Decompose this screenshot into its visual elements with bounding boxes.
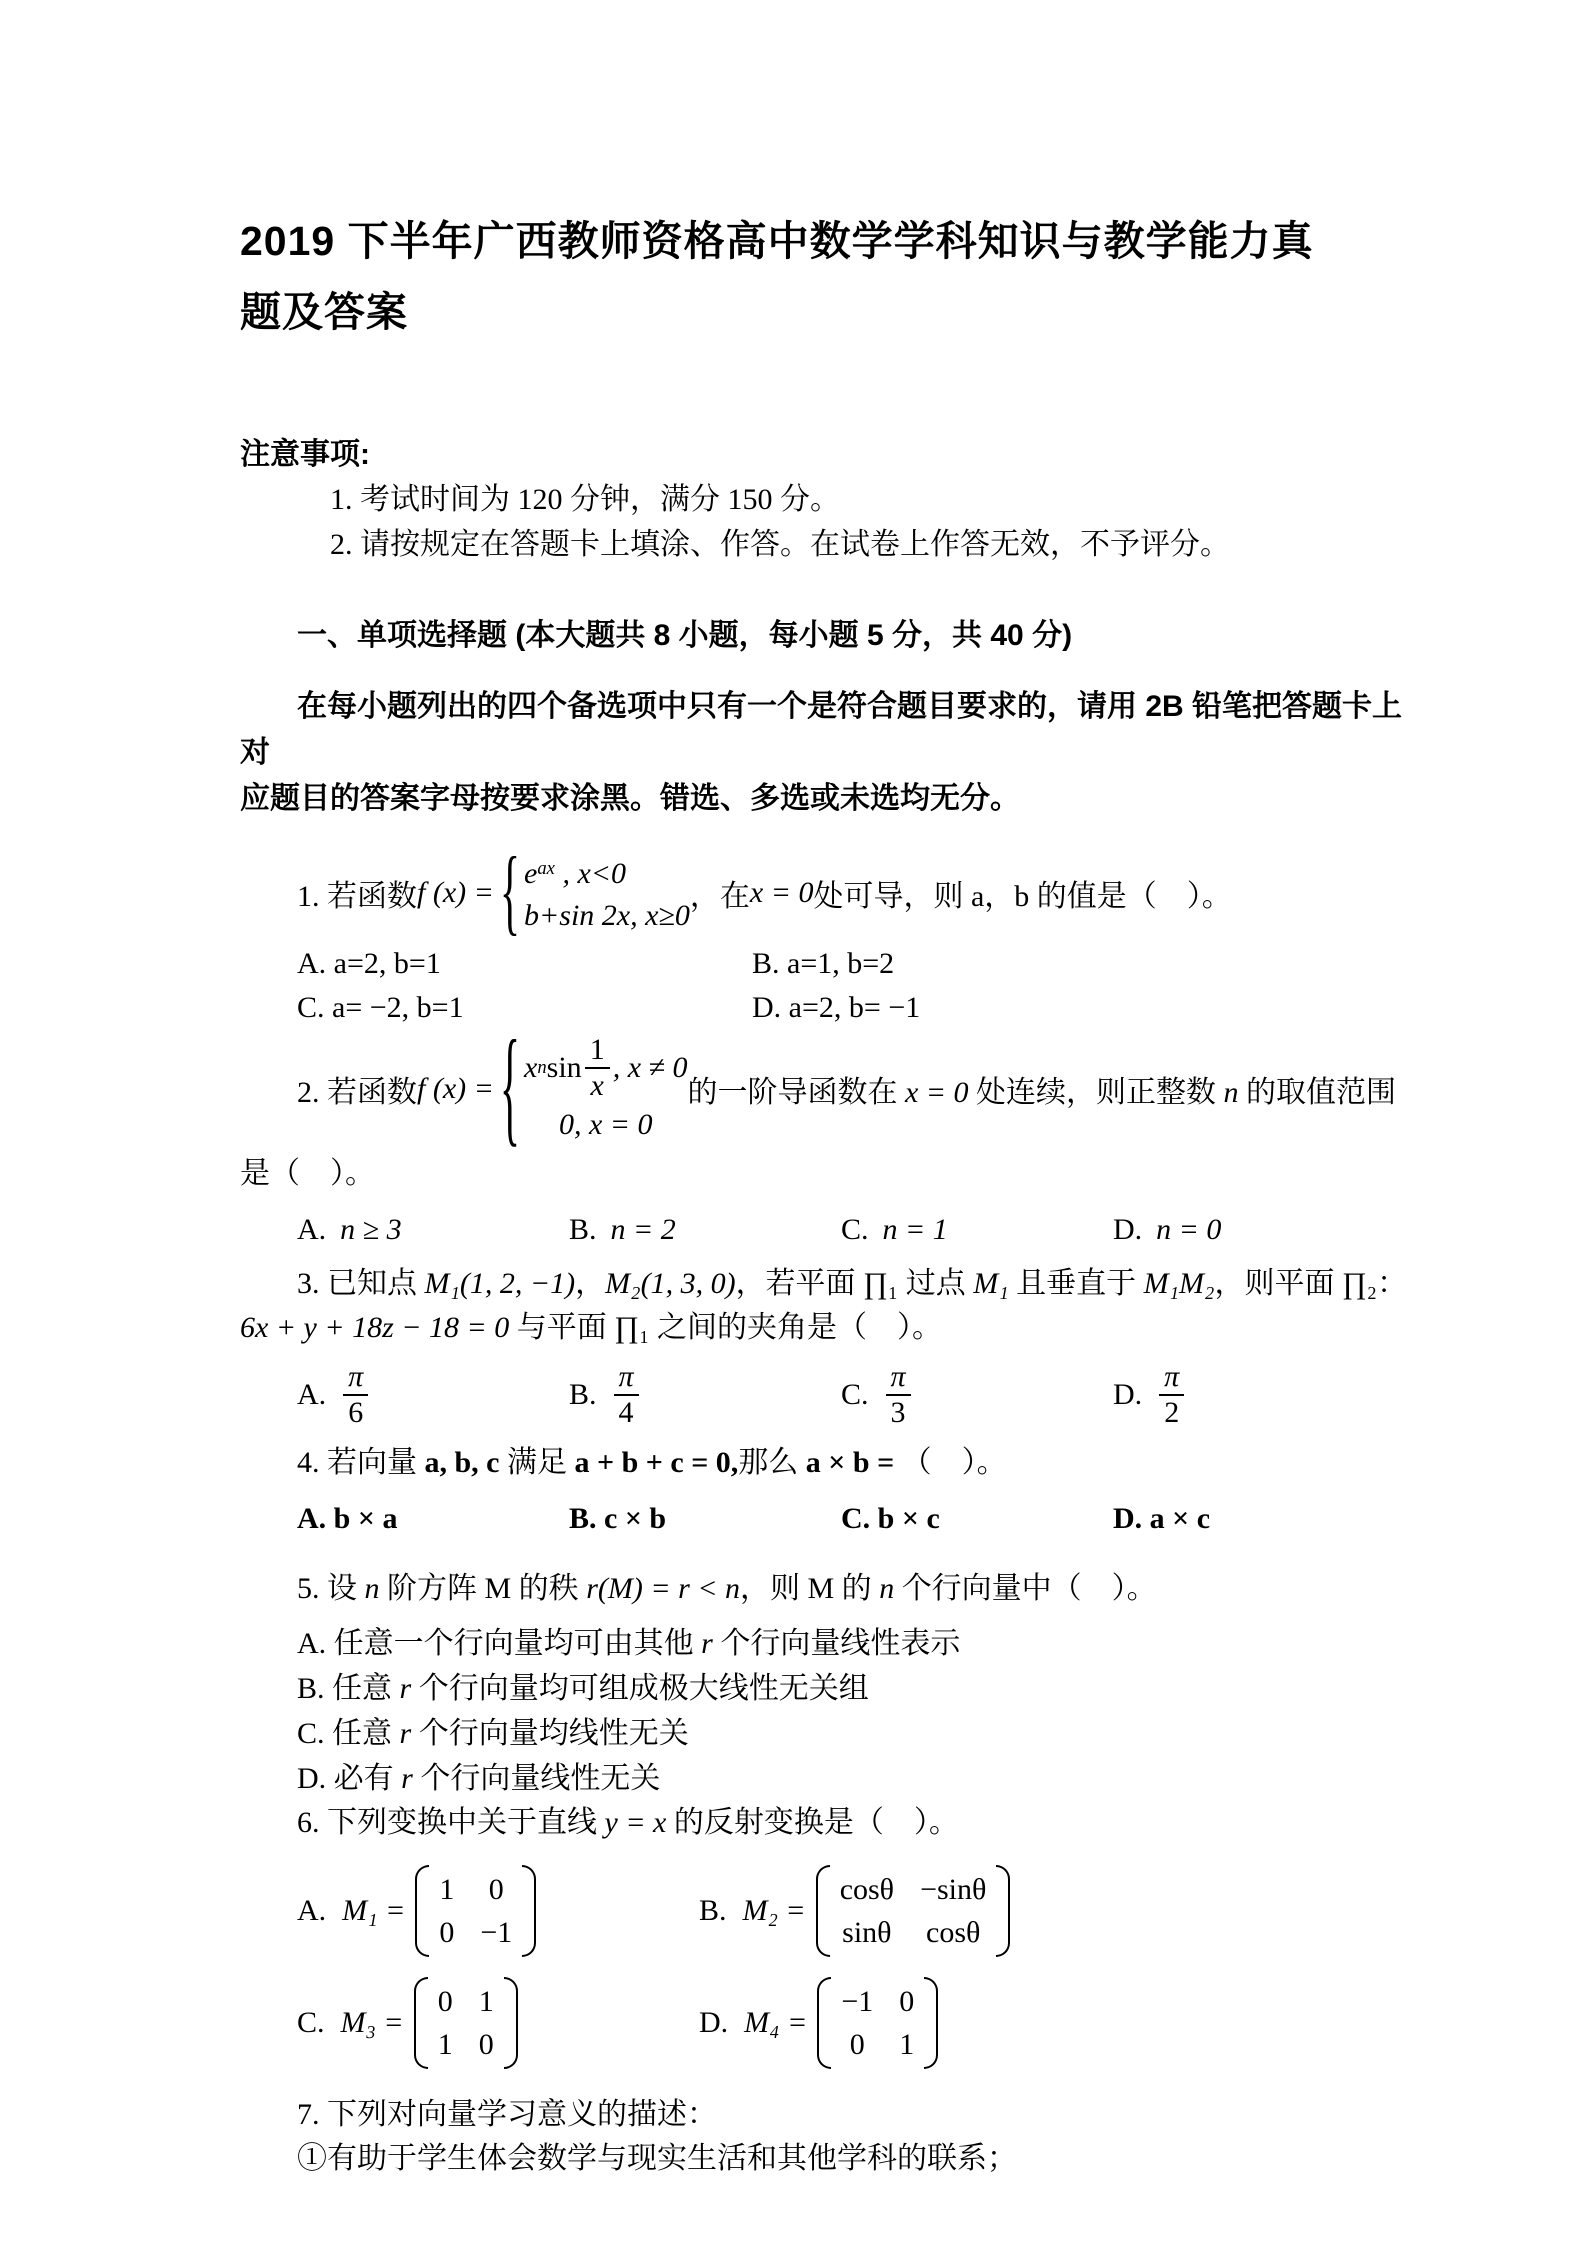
matrix-cells	[428, 1977, 504, 2069]
q5-var-n: n	[879, 1572, 895, 1606]
matrix-cell: sinθ	[842, 1916, 892, 1950]
option-value: n ≥ 3	[340, 1213, 402, 1247]
option-text: 个行向量线性表示	[712, 1627, 961, 1661]
q3-option-d	[1113, 1360, 1426, 1429]
q3-text: ：	[1377, 1267, 1408, 1301]
q4-text: （ ）。	[901, 1446, 1007, 1480]
matrix-cell: 1	[478, 1985, 494, 2019]
matrix-cell: cosθ	[926, 1916, 981, 1950]
q3-point-m1: M₁(1, 2, −1)	[424, 1267, 576, 1301]
q2-case1-sin: sin	[546, 1050, 582, 1084]
q5-rank-expression: r(M) = r < n	[586, 1572, 740, 1606]
matrix-cell: cosθ	[839, 1873, 895, 1907]
question-7-stem: 7. 下列对向量学习意义的描述：	[297, 2098, 717, 2132]
matrix-left-paren	[817, 1977, 831, 2069]
matrix-cells	[831, 1977, 924, 2069]
q2-fraction-numerator: 1	[589, 1033, 605, 1066]
q1-function-notation: f (x) =	[417, 875, 494, 909]
question-6-stem	[240, 1801, 1426, 1845]
q3-text: 且垂直于	[1008, 1267, 1144, 1301]
q4-vectors: a, b, c	[424, 1446, 500, 1480]
q1-option-d: D. a=2, b= −1	[752, 991, 921, 1024]
option-label: B.	[569, 1213, 597, 1247]
pi-over-6-fraction	[343, 1360, 368, 1429]
option-label: B.	[297, 1672, 325, 1706]
q2-option-c	[841, 1210, 1113, 1250]
q3-option-b	[569, 1360, 841, 1429]
option-label: A.	[297, 1377, 327, 1411]
matrix-cell: −1	[841, 1985, 874, 2019]
q1-tail-text-1: ，在	[689, 879, 750, 913]
option-label: B.	[569, 1377, 597, 1411]
question-6-options-row-1	[297, 1865, 1426, 1957]
pi-over-3-fraction	[886, 1360, 911, 1429]
matrix-cell: −1	[480, 1916, 513, 1950]
option-label: D.	[1113, 1213, 1143, 1247]
q3-point-m2: M₂(1, 3, 0)	[605, 1267, 736, 1301]
q6-option-c	[297, 1977, 699, 2069]
matrix-m4	[817, 1977, 938, 2069]
matrix-left-paren	[414, 1977, 428, 2069]
option-label: A.	[297, 1627, 327, 1661]
matrix-cell: 0	[439, 1916, 455, 1950]
question-2-stem	[240, 1017, 1426, 1160]
option-label: D.	[297, 1762, 327, 1796]
q2-tail-math-2: n	[1223, 1075, 1239, 1109]
q2-lead: 2. 若函数	[297, 1075, 417, 1109]
option-label: B.	[699, 1894, 727, 1928]
q1-lead: 1. 若函数	[297, 879, 417, 913]
q4-text: 满足	[499, 1446, 575, 1480]
fraction-denominator: 3	[886, 1394, 911, 1430]
q2-case1-base: x	[524, 1050, 538, 1084]
q2-option-d	[1113, 1210, 1426, 1250]
question-4-stem	[240, 1441, 1426, 1485]
q5-text: ，则 M 的	[740, 1572, 880, 1606]
section-1-heading: 一、单项选择题 (本大题共 8 小题，每小题 5 分，共 40 分)	[297, 619, 1073, 652]
q2-case1-fraction	[585, 1033, 610, 1102]
q3-plane-equation: 6x + y + 18z − 18 = 0	[240, 1311, 510, 1345]
matrix-cell: 0	[488, 1873, 504, 1907]
q2-option-a	[297, 1210, 569, 1250]
left-brace-symbol: {	[499, 839, 521, 946]
question-5-options	[240, 1621, 1426, 1801]
q3-text: ，则平面	[1214, 1267, 1342, 1301]
instructions-line-2: 应题目的答案字母按要求涂黑。错选、多选或未选均无分。	[240, 782, 1020, 815]
option-text: 个行向量线性无关	[412, 1762, 661, 1796]
q5-var-n: n	[364, 1572, 380, 1606]
q3-text: 过点	[898, 1267, 974, 1301]
q1-case2-expression: b+sin 2x, x≥0	[524, 899, 690, 932]
question-2-options	[297, 1210, 1426, 1250]
matrix-left-paren	[415, 1865, 429, 1957]
matrix-cells	[429, 1865, 522, 1957]
section-1-instructions	[240, 684, 1426, 822]
q1-option-b: B. a=1, b=2	[752, 947, 895, 980]
option-label: D.	[1113, 1377, 1143, 1411]
option-label: D.	[699, 2006, 729, 2040]
q1-option-a: A. a=2, b=1	[297, 947, 441, 980]
matrix-cell: 0	[899, 1985, 915, 2019]
q5-option-b	[297, 1666, 1426, 1711]
q3-option-a	[297, 1360, 569, 1429]
matrix-name-m2: M₂ =	[742, 1894, 806, 1928]
q4-lead: 4. 若向量	[297, 1446, 425, 1480]
matrix-m1	[415, 1865, 536, 1957]
option-label: C.	[841, 1377, 869, 1411]
q6-lead: 6. 下列变换中关于直线	[297, 1806, 605, 1840]
fraction-numerator: π	[1164, 1360, 1180, 1394]
q5-option-d	[297, 1756, 1426, 1801]
q2-case1-exponent: n	[537, 1056, 547, 1078]
pi-over-4-fraction	[614, 1360, 639, 1429]
q3-plane-pi1-ref: ∏₁	[614, 1311, 650, 1345]
matrix-cell: 0	[478, 2028, 494, 2062]
q2-tail-text-2: 处连续，则正整数	[968, 1075, 1224, 1109]
question-7-point-1: ①有助于学生体会数学与现实生活和其他学科的联系；	[297, 2142, 1017, 2176]
q4-text: 那么	[738, 1446, 806, 1480]
q1-case-1	[524, 850, 690, 893]
q2-tail-text-3: 的取值范围	[1238, 1075, 1397, 1109]
q2-case1-condition: , x ≠ 0	[612, 1050, 688, 1084]
matrix-left-paren	[816, 1865, 830, 1957]
q1-tail-math: x = 0	[749, 875, 814, 909]
q2-tail-text-1: 的一阶导函数在	[687, 1075, 905, 1109]
q5-text: 个行向量中（ ）。	[894, 1572, 1157, 1606]
option-label: C.	[841, 1213, 869, 1247]
q5-lead: 5. 设	[297, 1572, 365, 1606]
q3-option-c	[841, 1360, 1113, 1429]
option-text: 任意一个行向量均可由其他	[326, 1627, 702, 1661]
q2-tail-math-1: x = 0	[904, 1075, 969, 1109]
matrix-cell: 0	[437, 1985, 453, 2019]
q4-option-d: D. a × c	[1113, 1502, 1211, 1536]
option-label: A.	[297, 1894, 327, 1928]
matrix-right-paren	[504, 1977, 518, 2069]
title-line-1: 2019 下半年广西教师资格高中数学学科知识与教学能力真	[240, 218, 1314, 264]
option-label: C.	[297, 2006, 325, 2040]
question-5-stem	[240, 1567, 1426, 1611]
matrix-cell: 1	[439, 1873, 455, 1907]
option-var-r: r	[701, 1627, 713, 1661]
q5-text: 阶方阵 M 的秩	[379, 1572, 587, 1606]
q3-text: 之间的夹角是（ ）。	[649, 1311, 942, 1345]
matrix-cell: 1	[437, 2028, 453, 2062]
matrix-cell: 0	[849, 2028, 865, 2062]
q3-segment-m1m2: M₁M₂	[1143, 1267, 1215, 1301]
q3-lead: 3. 已知点	[297, 1267, 425, 1301]
notice-heading: 注意事项:	[240, 438, 370, 471]
question-4-options	[297, 1499, 1426, 1539]
question-3-stem-line-2	[240, 1306, 1426, 1350]
q5-option-a	[297, 1621, 1426, 1666]
matrix-cells	[830, 1865, 997, 1957]
q4-cross-product: a × b =	[805, 1446, 902, 1480]
question-1-stem	[240, 839, 1426, 946]
page-title	[240, 0, 1426, 348]
q1-case1-base: e	[524, 857, 538, 890]
matrix-right-paren	[522, 1865, 536, 1957]
q2-case-1	[524, 1033, 687, 1102]
q2-case2-expression: 0, x = 0	[558, 1108, 653, 1142]
matrix-cell: 1	[899, 2028, 915, 2062]
option-label: A.	[297, 1213, 327, 1247]
question-1-options	[297, 947, 1426, 1025]
option-text: 个行向量均线性无关	[411, 1717, 689, 1751]
question-3-stem-line-1	[240, 1262, 1426, 1306]
q2-fraction-denominator: x	[585, 1067, 610, 1103]
q4-option-c: C. b × c	[841, 1502, 940, 1536]
notice-item-1: 1. 考试时间为 120 分钟，满分 150 分。	[330, 483, 840, 516]
notice-item-2: 2. 请按规定在答题卡上填涂、作答。在试卷上作答无效，不予评分。	[330, 528, 1230, 561]
option-text: 个行向量均可组成极大线性无关组	[411, 1672, 869, 1706]
matrix-right-paren	[924, 1977, 938, 2069]
q1-tail-text-2: 处可导，则 a，b 的值是（ ）。	[813, 879, 1232, 913]
option-var-r: r	[399, 1717, 412, 1751]
option-text: 任意	[324, 1717, 400, 1751]
q4-option-b: B. c × b	[569, 1502, 667, 1536]
matrix-name-m4: M₄ =	[744, 2006, 808, 2040]
q6-option-d	[699, 1977, 1426, 2069]
fraction-numerator: π	[348, 1360, 364, 1394]
q3-point-m1-ref: M₁	[973, 1267, 1009, 1301]
instructions-line-1: 在每小题列出的四个备选项中只有一个是符合题目要求的，请用 2B 铅笔把答题卡上对	[240, 690, 1403, 769]
q3-text: 与平面	[509, 1311, 615, 1345]
q3-plane-pi2: ∏₂	[1341, 1267, 1378, 1301]
matrix-right-paren	[996, 1865, 1010, 1957]
q6-option-b	[699, 1865, 1426, 1957]
option-value: n = 2	[610, 1213, 676, 1247]
matrix-m2	[816, 1865, 1011, 1957]
fraction-denominator: 2	[1159, 1394, 1184, 1430]
q2-piecewise-cases	[524, 1033, 687, 1144]
q3-text: ，若平面	[735, 1267, 864, 1301]
q1-case1-condition: , x<0	[554, 857, 626, 890]
option-label: C.	[297, 1717, 325, 1751]
q4-equation: a + b + c = 0,	[574, 1446, 739, 1480]
matrix-cell: −sinθ	[920, 1873, 987, 1907]
fraction-denominator: 4	[614, 1394, 639, 1430]
option-value: n = 1	[882, 1213, 948, 1247]
matrix-m3	[414, 1977, 518, 2069]
left-brace-symbol: {	[499, 1017, 521, 1160]
question-6-options-row-2	[297, 1977, 1426, 2069]
option-text: 任意	[324, 1672, 400, 1706]
fraction-denominator: 6	[343, 1394, 368, 1430]
q3-plane-pi1: ∏₁	[863, 1267, 899, 1301]
fraction-numerator: π	[890, 1360, 906, 1394]
q1-case1-exponent: ax	[537, 858, 555, 879]
q2-option-b	[569, 1210, 841, 1250]
q1-option-c: C. a= −2, b=1	[297, 991, 464, 1024]
fraction-numerator: π	[618, 1360, 634, 1394]
option-var-r: r	[399, 1672, 412, 1706]
q6-line-equation: y = x	[604, 1806, 667, 1840]
q6-option-a	[297, 1865, 699, 1957]
q2-function-notation: f (x) =	[417, 1071, 494, 1105]
option-var-r: r	[401, 1762, 413, 1796]
option-text: 必有	[326, 1762, 402, 1796]
q6-text: 的反射变换是（ ）。	[666, 1806, 959, 1840]
matrix-name-m3: M₃ =	[340, 2006, 404, 2040]
q5-option-c	[297, 1711, 1426, 1756]
q3-text: ，	[575, 1267, 606, 1301]
option-value: n = 0	[1156, 1213, 1222, 1247]
pi-over-2-fraction	[1159, 1360, 1184, 1429]
q4-option-a: A. b × a	[297, 1502, 398, 1536]
question-3-options	[297, 1360, 1426, 1429]
matrix-name-m1: M₁ =	[342, 1894, 406, 1928]
q1-case-2	[524, 897, 690, 935]
title-line-2: 题及答案	[240, 289, 408, 335]
question-2-continuation: 是（ ）。	[240, 1157, 375, 1191]
q2-case-2	[524, 1106, 687, 1144]
q2-tail	[687, 1067, 1396, 1111]
q1-piecewise-cases	[524, 850, 690, 935]
